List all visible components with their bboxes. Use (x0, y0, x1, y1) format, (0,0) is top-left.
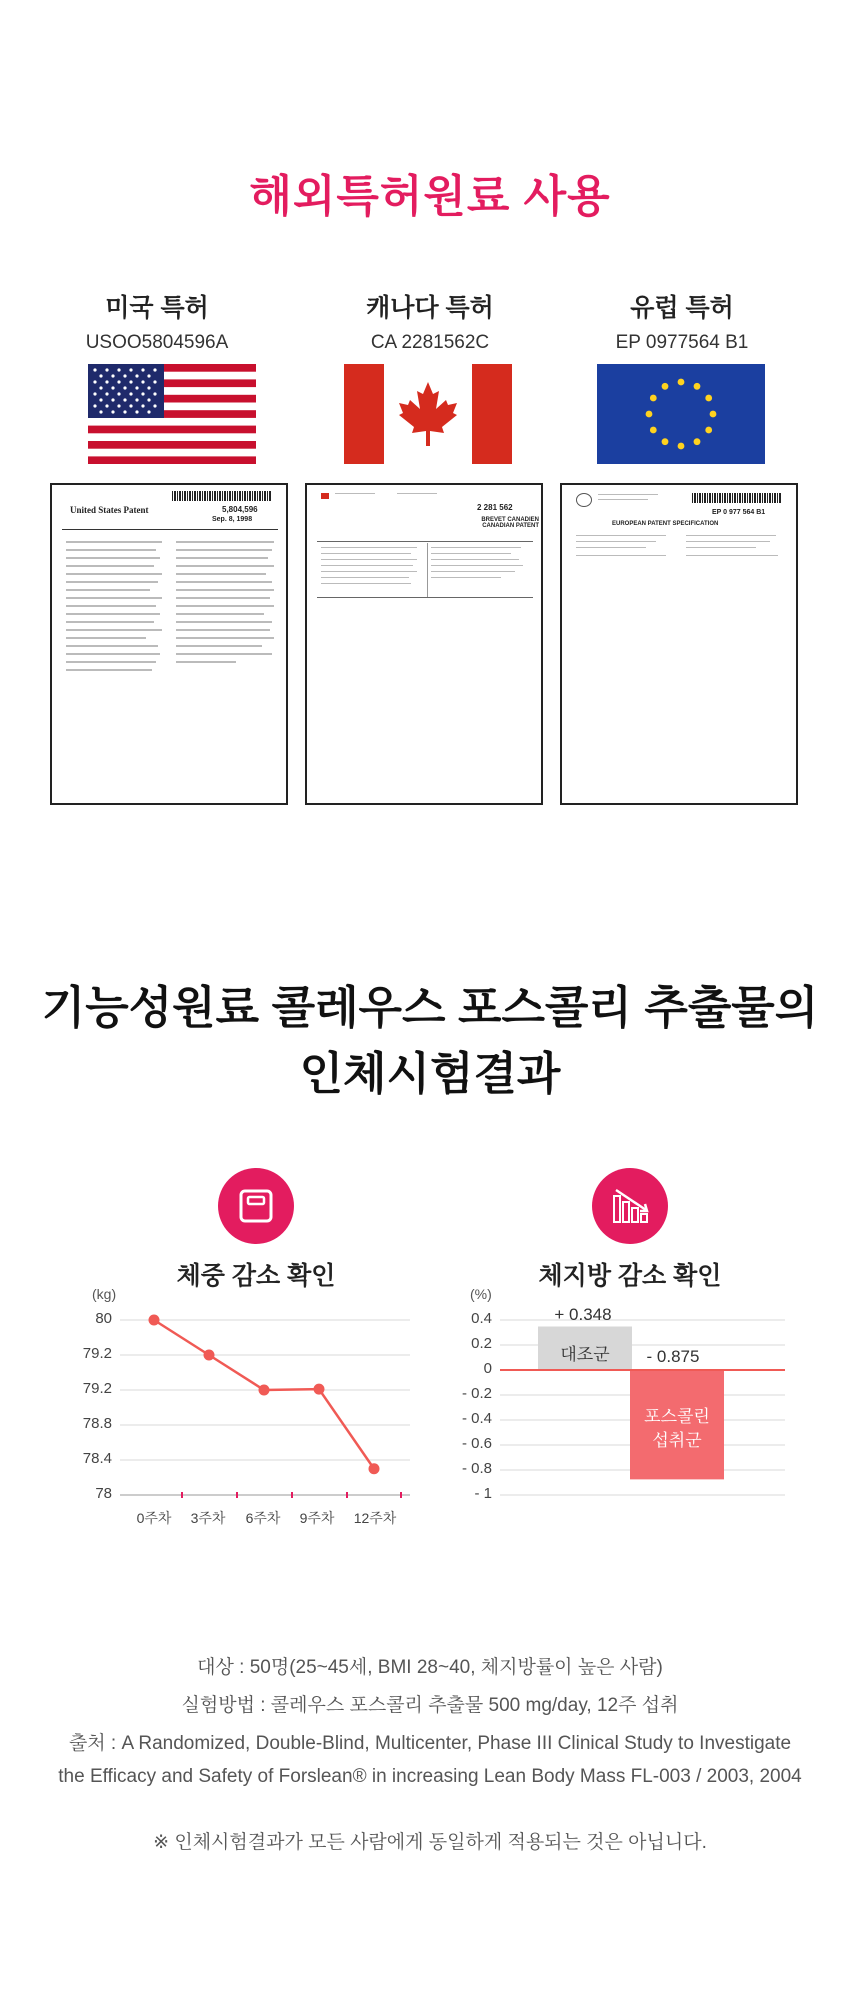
y-tick: 0.2 (471, 1335, 492, 1352)
doc-date: Sep. 8, 1998 (212, 516, 253, 523)
weight-y-unit: (kg) (92, 1286, 117, 1302)
fat-chart-title: 체지방 감소 확인 (538, 1262, 722, 1290)
control-value-label: + 0.348 (554, 1305, 612, 1324)
doc-number: EP 0 977 564 B1 (712, 509, 766, 516)
treatment-bar-label (630, 1405, 724, 1453)
x-tick: 0주차 (136, 1510, 172, 1526)
patent-number: USOO5804596A (85, 332, 229, 353)
doc-header: United States Patent (70, 505, 149, 515)
y-tick: - 0.6 (461, 1435, 492, 1452)
patent-number: CA 2281562C (370, 332, 490, 353)
disclaimer: ※ 인체시험결과가 모든 사람에게 동일하게 적용되는 것은 아닙니다. (153, 1832, 707, 1853)
x-tick: 6주차 (245, 1510, 281, 1526)
study-method: 실험방법 : 콜레우스 포스콜리 추출물 500 mg/day, 12주 섭취 (181, 1695, 679, 1716)
data-point (204, 1350, 215, 1361)
study-subjects: 대상 : 50명(25~45세, BMI 28~40, 체지방률이 높은 사람) (197, 1657, 663, 1678)
section-title: 해외특허원료 사용 (249, 172, 611, 221)
y-tick: 80 (95, 1310, 112, 1327)
data-point (369, 1463, 380, 1474)
study-heading-line2: 인체시험결과 (299, 1048, 561, 1099)
y-tick: 78 (95, 1485, 112, 1502)
treatment-value-label: - 0.875 (646, 1347, 700, 1366)
control-bar-label: 대조군 (560, 1345, 610, 1364)
y-tick: 0.4 (471, 1310, 492, 1327)
doc-number: 5,804,596 (222, 505, 258, 514)
y-tick: 78.8 (82, 1415, 112, 1432)
data-point (259, 1385, 270, 1396)
x-tick: 12주차 (353, 1510, 397, 1526)
fat-y-unit: (%) (470, 1286, 492, 1302)
weight-chart-title: 체중 감소 확인 (176, 1262, 336, 1290)
data-point (314, 1384, 325, 1395)
y-tick: - 1 (474, 1485, 492, 1502)
y-tick: - 0.8 (461, 1460, 492, 1477)
x-tick: 3주차 (190, 1510, 226, 1526)
patent-name: 캐나다 특허 (366, 294, 494, 322)
study-heading-line1: 기능성원료 콜레우스 포스콜리 추출물의 (41, 982, 819, 1033)
y-tick: - 0.4 (461, 1410, 492, 1427)
y-tick: 79.2 (82, 1380, 112, 1397)
patent-number: EP 0977564 B1 (615, 332, 749, 353)
study-source-line2: the Efficacy and Safety of Forslean® in increasing Lean Body Mass FL-003 / 2003, 2004 (58, 1766, 802, 1787)
patent-name: 미국 특허 (105, 294, 209, 322)
data-point (149, 1315, 160, 1326)
doc-label: EUROPEAN PATENT SPECIFICATION (612, 521, 719, 527)
treatment-label-line2: 섭취군 (652, 1431, 702, 1450)
study-source-line1: 출처 : A Randomized, Double-Blind, Multicenter, Phase III Clinical Study to Investigate (68, 1733, 792, 1754)
y-tick: 78.4 (82, 1450, 112, 1467)
x-tick: 9주차 (299, 1510, 335, 1526)
patent-name: 유럽 특허 (630, 294, 734, 322)
treatment-label-line1: 포스콜린 (644, 1407, 710, 1426)
y-tick: 79.2 (82, 1345, 112, 1362)
doc-number: 2 281 562 (477, 503, 513, 512)
y-tick: - 0.2 (461, 1385, 492, 1402)
doc-label: BREVET CANADIEN CANADIAN PATENT (481, 517, 539, 529)
y-tick: 0 (483, 1360, 492, 1377)
